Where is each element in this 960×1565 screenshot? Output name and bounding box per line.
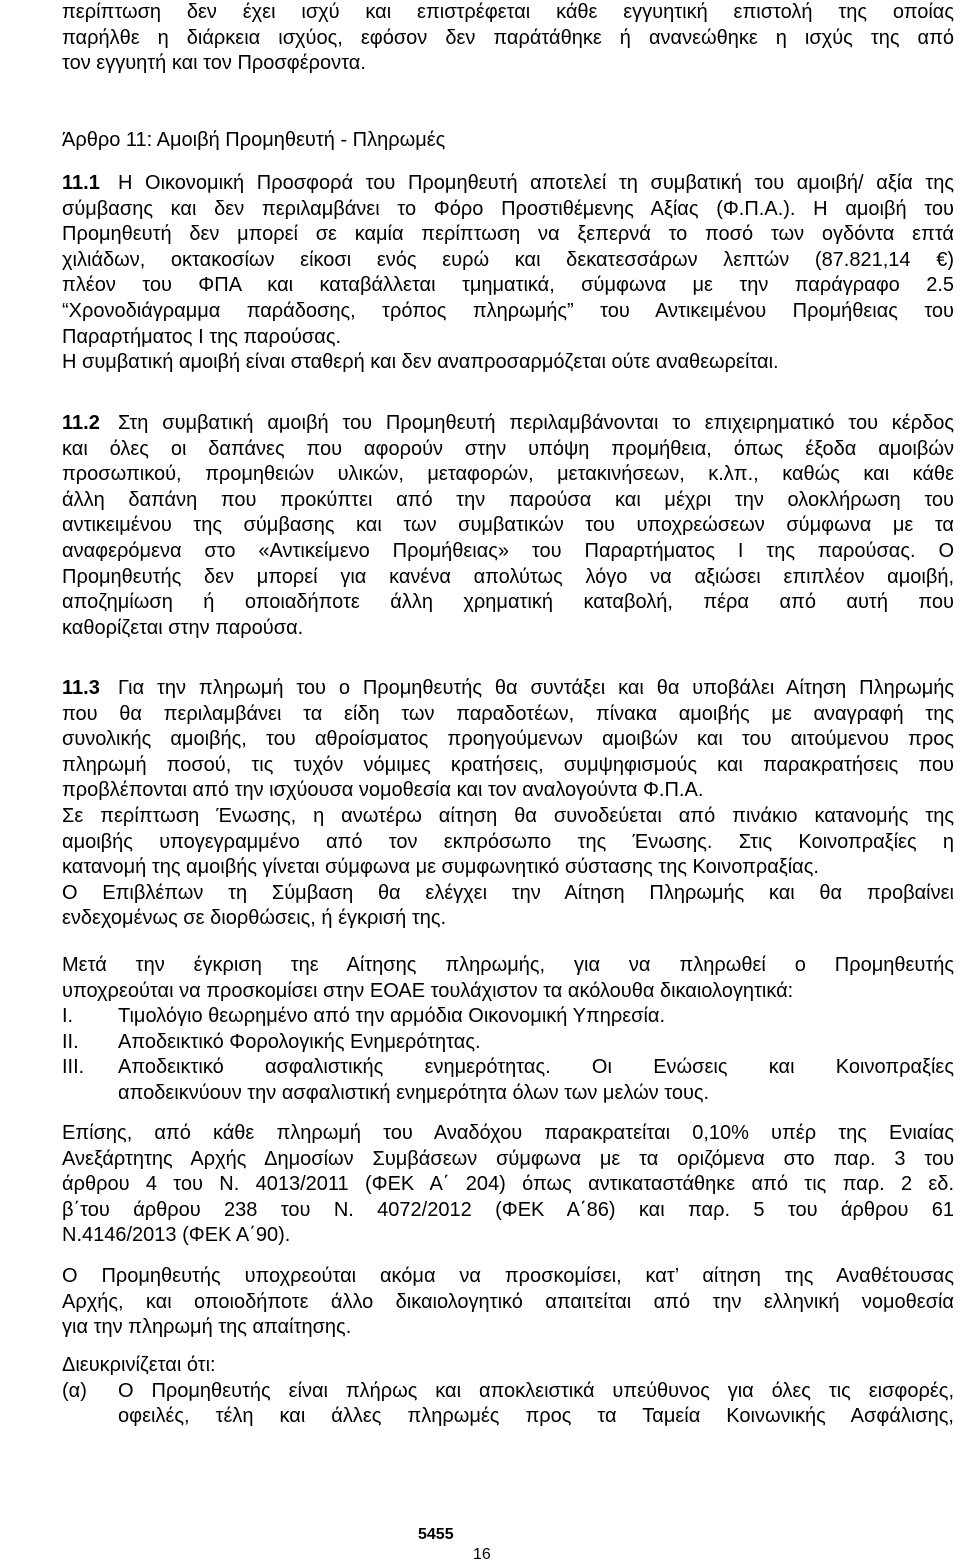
text-line: περίπτωση δεν έχει ισχύ και επιστρέφεται κάθε εγγυητική επιστολή της οποίας: [62, 1, 954, 23]
section-number: 11.2: [62, 412, 100, 434]
section-11-3: [62, 676, 954, 932]
text-line: τον εγγυητή και τον Προσφέροντα.: [62, 52, 366, 75]
text-line: άλλη δαπάνη που προκύπτει από την παρούσα και μέχρι την ολοκλήρωση του: [62, 488, 954, 511]
text-line: ενδεχομένως σε διορθώσεις, ή έγκρισή της.: [62, 907, 447, 930]
text-line: Η Οικονομική Προσφορά του Προμηθευτή αποτελεί τη συμβατική του αμοιβή/ αξία της: [118, 172, 954, 194]
text-line: αποδεικνύουν την ασφαλιστική ενημερότητα όλων των μελών τους.: [118, 1081, 710, 1104]
text-line: αμοιβής υπογεγραμμένο από τον εκπρόσωπο της Ένωσης. Στις Κοινοπραξίες η: [62, 830, 954, 853]
text-line: κατανομή της αμοιβής γίνεται σύμφωνα με συμφωνητικό σύστασης της Κοινοπραξίας.: [62, 856, 819, 879]
text-line: Τιμολόγιο θεωρημένο από την αρμόδια Οικονομική Υπηρεσία.: [118, 1005, 666, 1028]
article-title: Άρθρο 11: Αμοιβή Προμηθευτή - Πληρωμές: [62, 129, 446, 151]
list-number: (α): [62, 1379, 87, 1402]
list-number: III.: [62, 1056, 85, 1079]
after-approval-paragraph: [62, 953, 954, 1107]
list-item: [62, 1055, 954, 1106]
text-line: Ανεξάρτητης Αρχής Δημοσίων Συμβάσεων σύμφωνα με τα οριζόμενα στο παρ. 3 του: [62, 1147, 954, 1170]
text-line: χιλιάδων, οκτακοσίων είκοσι ενός ευρώ και δεκατεσσάρων λεπτών (87.821,14 €): [62, 248, 954, 271]
section-paragraph: [62, 171, 954, 197]
clarification-title: Διευκρινίζεται ότι:: [62, 1354, 216, 1376]
section-paragraph: [62, 411, 954, 437]
text-line: β΄του άρθρου 238 του Ν. 4072/2012 (ΦΕΚ Α΄86) και παρ. 5 του άρθρου 61: [62, 1198, 954, 1221]
text-line: Η συμβατική αμοιβή είναι σταθερή και δεν αναπροσαρμόζεται ούτε αναθεωρείται.: [62, 351, 779, 374]
text-line: Ο Προμηθευτής είναι πλήρως και αποκλειστικά υπεύθυνος για όλες τις εισφορές,: [118, 1379, 954, 1402]
documents-paragraph: [62, 1264, 954, 1341]
text-line: οφειλές, τέλη και άλλες πληρωμές προς τα Ταμεία Κοινωνικής Ασφάλισης,: [118, 1405, 954, 1428]
list-item: [62, 1030, 954, 1056]
section-number: 11.1: [62, 172, 100, 194]
text-line: Μετά την έγκριση τηε Αίτησης πληρωμής, για να πληρωθεί ο Προμηθευτής: [62, 954, 954, 976]
text-line: πλέον του ΦΠΑ και καταβάλλεται τμηματικά, σύμφωνα με την παράγραφο 2.5: [62, 274, 954, 297]
text-line: άρθρου 4 του Ν. 4013/2011 (ΦΕΚ Α΄ 204) όπως αντικαταστάθηκε από τις παρ. 2 εδ.: [62, 1173, 954, 1196]
section-11-2: [62, 411, 954, 641]
text-line: πληρωμή ποσού, τις τυχόν νόμιμες κρατήσεις, συμψηφισμούς και παρακρατήσεις που: [62, 753, 954, 776]
withholding-paragraph: [62, 1121, 954, 1249]
text-line: Ο Προμηθευτής υποχρεούται ακόμα να προσκομίσει, κατ’ αίτηση της Αναθέτουσας: [62, 1265, 954, 1287]
text-line: προβλέπονται από την ισχύουσα νομοθεσία και τον αναλογούντα Φ.Π.Α.: [62, 779, 704, 802]
text-line: καθορίζεται στην παρούσα.: [62, 616, 304, 639]
text-line: Αποδεικτικό ασφαλιστικής ενημερότητας. Οι Ενώσεις και Κοινοπραξίες: [118, 1056, 954, 1079]
text-line: Ν.4146/2013 (ΦΕΚ Α΄90).: [62, 1224, 291, 1247]
text-line: Προμηθευτής δεν μπορεί για κανένα απολύτως λόγο να αξιώσει επιπλέον αμοιβή,: [62, 565, 954, 588]
text-line: που θα περιλαμβάνει τα είδη των παραδοτέων, πίνακα αμοιβής με αναγραφή της: [62, 702, 954, 725]
text-line: για την πληρωμή της απαίτησης.: [62, 1316, 352, 1339]
text-line: Παραρτήματος Ι της παρούσας.: [62, 325, 342, 348]
text-line: Επίσης, από κάθε πληρωμή του Αναδόχου παρακρατείται 0,10% υπέρ της Ενιαίας: [62, 1122, 954, 1144]
text-line: Για την πληρωμή του ο Προμηθευτής θα συντάξει και θα υποβάλει Αίτηση Πληρωμής: [118, 677, 954, 699]
text-line: συνολικής αμοιβής, του αθροίσματος προηγούμενων αμοιβών και του αιτούμενου προς: [62, 728, 954, 751]
intro-paragraph: [62, 0, 954, 77]
text-line: αποζημίωση ή οποιαδήποτε άλλη χρηματική καταβολή, πέρα από αυτή που: [62, 591, 954, 614]
text-line: “Χρονοδιάγραμμα παράδοσης, τρόπος πληρωμής” του Αντικειμένου Προμήθειας του: [62, 299, 954, 322]
list-item: [62, 1004, 954, 1030]
clarification-section: [62, 1353, 954, 1430]
text-line: παρήλθε η διάρκεια ισχύος, εφόσον δεν παράτάθηκε ή ανανεώθηκε η ισχύς της από: [62, 26, 954, 49]
list-number: II.: [62, 1030, 79, 1053]
section-paragraph: [62, 676, 954, 702]
article-heading: [62, 128, 954, 154]
list-number: I.: [62, 1005, 74, 1028]
page-number: 16: [473, 1546, 491, 1563]
text-line: σύμβασης και δεν περιλαμβάνει το Φόρο Προστιθέμενης Αξίας (Φ.Π.Α.). Η αμοιβή του: [62, 197, 954, 220]
section-11-1: [62, 171, 954, 376]
text-line: Σε περίπτωση Ένωσης, η ανωτέρω αίτηση θα συνοδεύεται από πινάκιο κατανομής της: [62, 804, 954, 827]
text-line: αναφερόμενα στο «Αντικείμενο Προμήθειας» του Παραρτήματος Ι της παρούσας. Ο: [62, 539, 954, 562]
text-line: Προμηθευτή δεν μπορεί σε καμία περίπτωση να ξεπερνά το ποσό των ογδόντα επτά: [62, 223, 954, 246]
text-line: Ο Επιβλέπων τη Σύμβαση θα ελέγχει την Αίτηση Πληρωμής και θα προβαίνει: [62, 881, 954, 904]
text-line: Αρχής, και οποιοδήποτε άλλο δικαιολογητικό απαιτείται από την ελληνική νομοθεσία: [62, 1290, 954, 1313]
text-line: προσωπικού, προμηθειών υλικών, μεταφορών, μετακινήσεων, κ.λπ., καθώς και κάθε: [62, 463, 954, 486]
text-line: υποχρεούται να προσκομίσει στην ΕΟΑΕ τουλάχιστον τα ακόλουθα δικαιολογητικά:: [62, 979, 794, 1002]
footer-code: 5455: [418, 1526, 454, 1543]
list-item: [62, 1379, 954, 1430]
text-line: και όλες οι δαπάνες που αφορούν στην υπόψη προμήθεια, όπως έξοδα αμοιβών: [62, 437, 954, 460]
text-line: Στη συμβατική αμοιβή του Προμηθευτή περιλαμβάνονται το επιχειρηματικό του κέρδος: [118, 412, 954, 434]
text-line: αντικειμένου της σύμβασης και των συμβατικών του υποχρεώσεων σύμφωνα με τα: [62, 514, 954, 537]
text-line: Αποδεικτικό Φορολογικής Ενημερότητας.: [118, 1030, 481, 1053]
section-number: 11.3: [62, 677, 100, 699]
